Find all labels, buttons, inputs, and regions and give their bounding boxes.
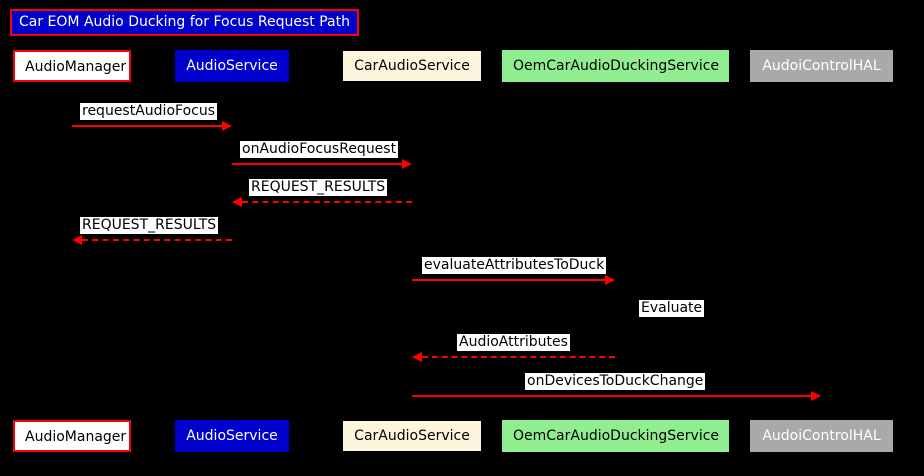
message-arrow-audio-attributes <box>422 356 615 358</box>
participant-audoicontrolhal-bottom[interactable]: AudoiControlHAL <box>750 420 893 452</box>
participant-caraudioservice-top[interactable]: CarAudioService <box>342 50 482 82</box>
message-label-request-audio-focus: requestAudioFocus <box>82 103 215 119</box>
participant-audiomanager-bottom[interactable]: AudioManager <box>13 420 131 452</box>
participant-oemcaraudioduckingservice-bottom[interactable]: OemCarAudioDuckingService <box>502 420 729 452</box>
message-arrow-request-audio-focus <box>72 125 222 127</box>
message-label-audio-attributes: AudioAttributes <box>459 334 568 350</box>
participant-audoicontrolhal-top[interactable]: AudoiControlHAL <box>750 50 893 82</box>
arrow-head-right-icon <box>402 159 412 169</box>
participant-audioservice-bottom[interactable]: AudioService <box>175 420 289 452</box>
self-message-label-evaluate: Evaluate <box>641 300 703 316</box>
arrow-head-left-icon <box>232 197 242 207</box>
message-arrow-request-results-1 <box>242 201 412 203</box>
participant-caraudioservice-bottom[interactable]: CarAudioService <box>342 420 482 452</box>
participant-audiomanager-top[interactable]: AudioManager <box>13 50 131 82</box>
message-arrow-request-results-2 <box>82 239 232 241</box>
message-arrow-on-devices-to-duck-change <box>412 395 811 397</box>
arrow-head-left-icon <box>72 235 82 245</box>
arrow-head-left-icon <box>412 352 422 362</box>
message-arrow-evaluate-attributes-to-duck <box>412 279 605 281</box>
message-label-on-audio-focus-request: onAudioFocusRequest <box>242 141 397 157</box>
arrow-head-right-icon <box>605 275 615 285</box>
message-label-request-results-1: REQUEST_RESULTS <box>251 179 386 195</box>
participant-audioservice-top[interactable]: AudioService <box>175 50 289 82</box>
message-label-evaluate-attributes-to-duck: evaluateAttributesToDuck <box>424 257 605 273</box>
diagram-title: Car EOM Audio Ducking for Focus Request Path <box>10 9 359 36</box>
message-label-request-results-2: REQUEST_RESULTS <box>82 217 217 233</box>
message-label-on-devices-to-duck-change: onDevicesToDuckChange <box>527 373 704 389</box>
message-arrow-on-audio-focus-request <box>232 163 402 165</box>
participant-oemcaraudioduckingservice-top[interactable]: OemCarAudioDuckingService <box>502 50 729 82</box>
arrow-head-right-icon <box>811 391 821 401</box>
arrow-head-right-icon <box>222 121 232 131</box>
